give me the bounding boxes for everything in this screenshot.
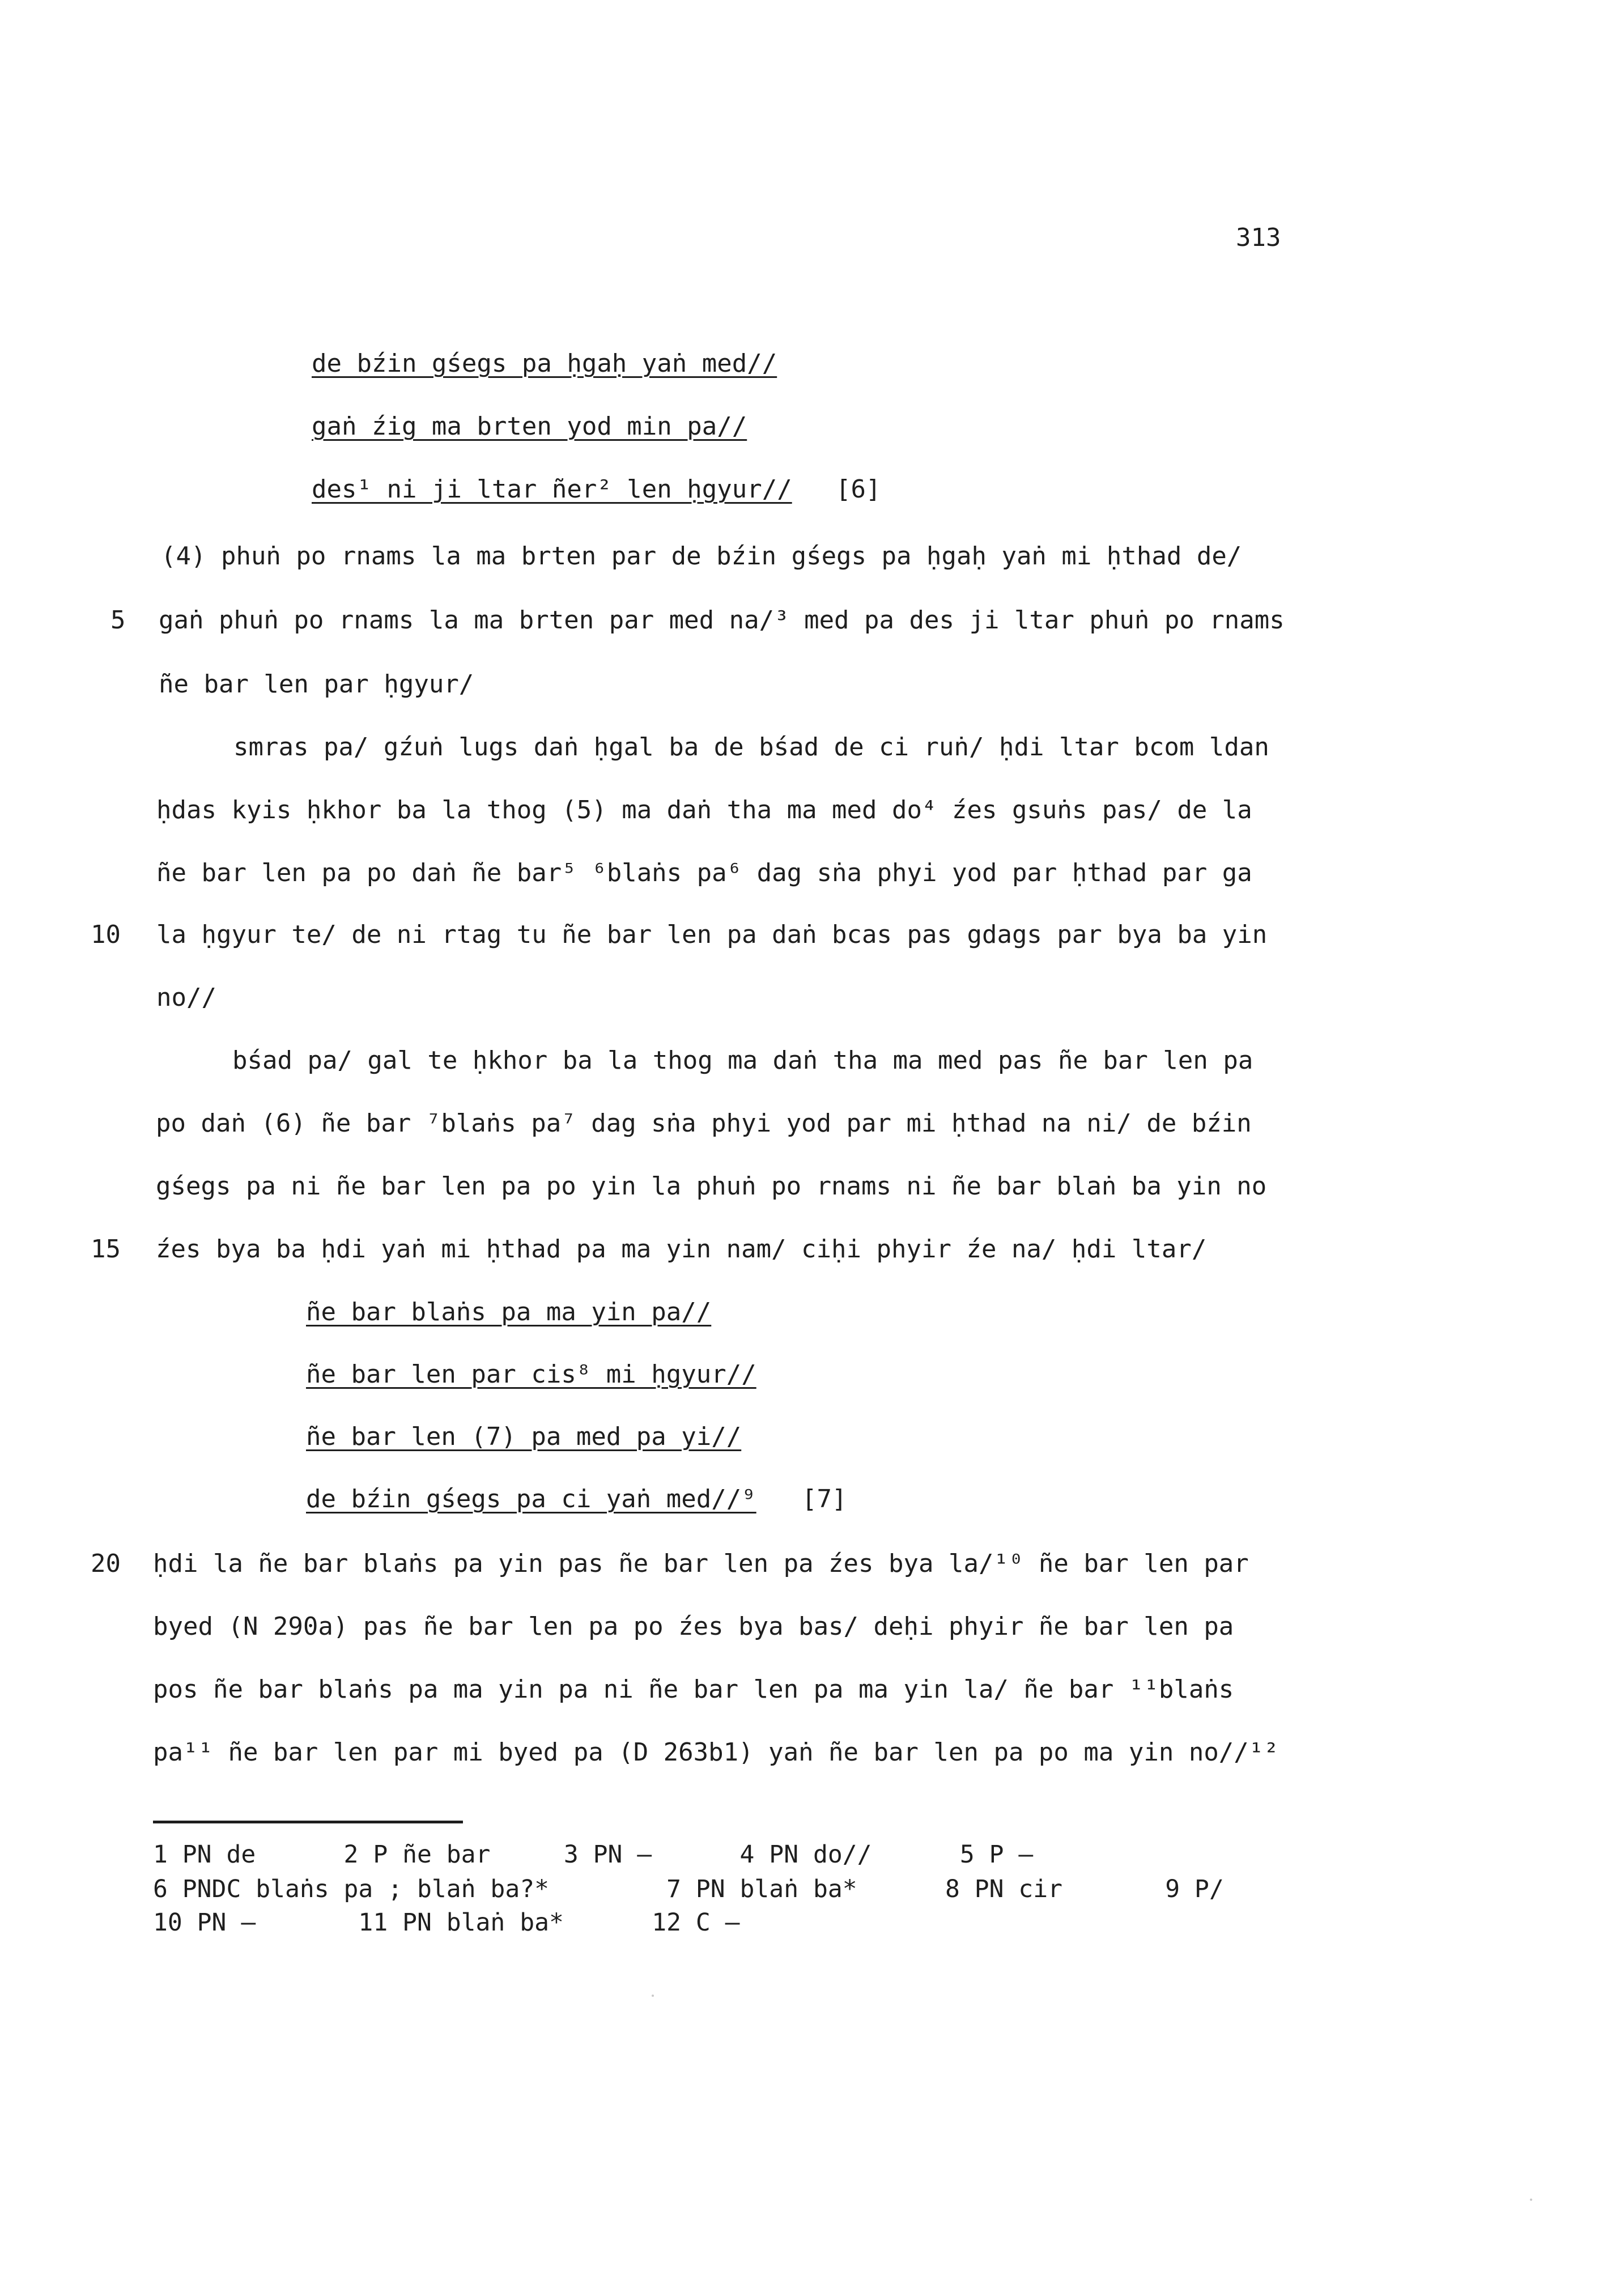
text-line: źes bya ba ḥdi yaṅ mi ḥthad pa ma yin nam/ ciḥi phyir źe na/ ḥdi ltar/ — [156, 1235, 1207, 1264]
text-line: bśad pa/ gal te ḥkhor ba la thog ma daṅ tha ma med pas ñe bar len pa — [232, 1046, 1253, 1075]
text-line: la ḥgyur te/ de ni rtag tu ñe bar len pa daṅ bcas pas gdags par bya ba yin — [156, 920, 1268, 949]
scan-speck — [652, 1995, 654, 1997]
text-line: gśegs pa ni ñe bar len pa po yin la phuṅ po rnams ni ñe bar blaṅ ba yin no — [156, 1172, 1267, 1201]
line-number: 15 — [91, 1235, 121, 1264]
text-line: po daṅ (6) ñe bar ⁷blaṅs pa⁷ dag sṅa phyi yod par mi ḥthad na ni/ de bźin — [156, 1109, 1252, 1138]
verse-line: ñe bar len par cis⁸ mi ḥgyur// — [306, 1360, 756, 1389]
page-number: 313 — [1236, 223, 1281, 252]
verse-line: des¹ ni ji ltar ñer² len ḥgyur// — [312, 475, 792, 504]
text-line: ñe bar len pa po daṅ ñe bar⁵ ⁶blaṅs pa⁶ dag sṅa phyi yod par ḥthad par ga — [156, 858, 1252, 887]
text-line: pa¹¹ ñe bar len par mi byed pa (D 263b1) yaṅ ñe bar len pa po ma yin no//¹² — [153, 1738, 1279, 1767]
line-number: 20 — [91, 1549, 121, 1578]
verse-number: [7] — [802, 1485, 847, 1513]
line-number: 5 — [110, 606, 126, 635]
verse-number: [6] — [836, 475, 881, 504]
footnote-line: 1 PN de 2 P ñe bar 3 PN — 4 PN do// 5 P — — [153, 1840, 1034, 1869]
verse-line: de bźin gśegs pa ḥgaḥ yaṅ med// — [312, 349, 777, 378]
text-line: ḥdi la ñe bar blaṅs pa yin pas ñe bar len pa źes bya la/¹⁰ ñe bar len par — [153, 1549, 1249, 1578]
text-line: smras pa/ gźuṅ lugs daṅ ḥgal ba de bśad de ci ruṅ/ ḥdi ltar bcom ldan — [233, 733, 1269, 762]
verse-line: ñe bar len (7) pa med pa yi// — [306, 1422, 742, 1451]
text-line: ñe bar len par ḥgyur/ — [159, 670, 474, 699]
footnote-line: 10 PN — 11 PN blaṅ ba* 12 C — — [153, 1908, 740, 1937]
text-line: gaṅ phuṅ po rnams la ma brten par med na/³ med pa des ji ltar phuṅ po rnams — [159, 606, 1285, 635]
text-line: (4) phuṅ po rnams la ma brten par de bźin gśegs pa ḥgaḥ yaṅ mi ḥthad de/ — [161, 542, 1242, 571]
text-line: pos ñe bar blaṅs pa ma yin pa ni ñe bar len pa ma yin la/ ñe bar ¹¹blaṅs — [153, 1675, 1234, 1704]
line-number: 10 — [91, 920, 121, 949]
footnote-line: 6 PNDC blaṅs pa ; blaṅ ba?* 7 PN blaṅ ba* 8 PN cir 9 P/ — [153, 1875, 1224, 1903]
text-line: byed (N 290a) pas ñe bar len pa po źes bya bas/ deḥi phyir ñe bar len pa — [153, 1612, 1234, 1641]
footnote-separator — [153, 1821, 463, 1823]
text-line: no// — [156, 983, 216, 1012]
scan-speck — [1530, 2199, 1532, 2201]
verse-line: de bźin gśegs pa ci yaṅ med//⁹ — [306, 1485, 756, 1513]
verse-line: gaṅ źig ma brten yod min pa// — [312, 412, 747, 441]
text-line: ḥdas kyis ḥkhor ba la thog (5) ma daṅ tha ma med do⁴ źes gsuṅs pas/ de la — [156, 796, 1252, 824]
verse-line: ñe bar blaṅs pa ma yin pa// — [306, 1298, 712, 1326]
